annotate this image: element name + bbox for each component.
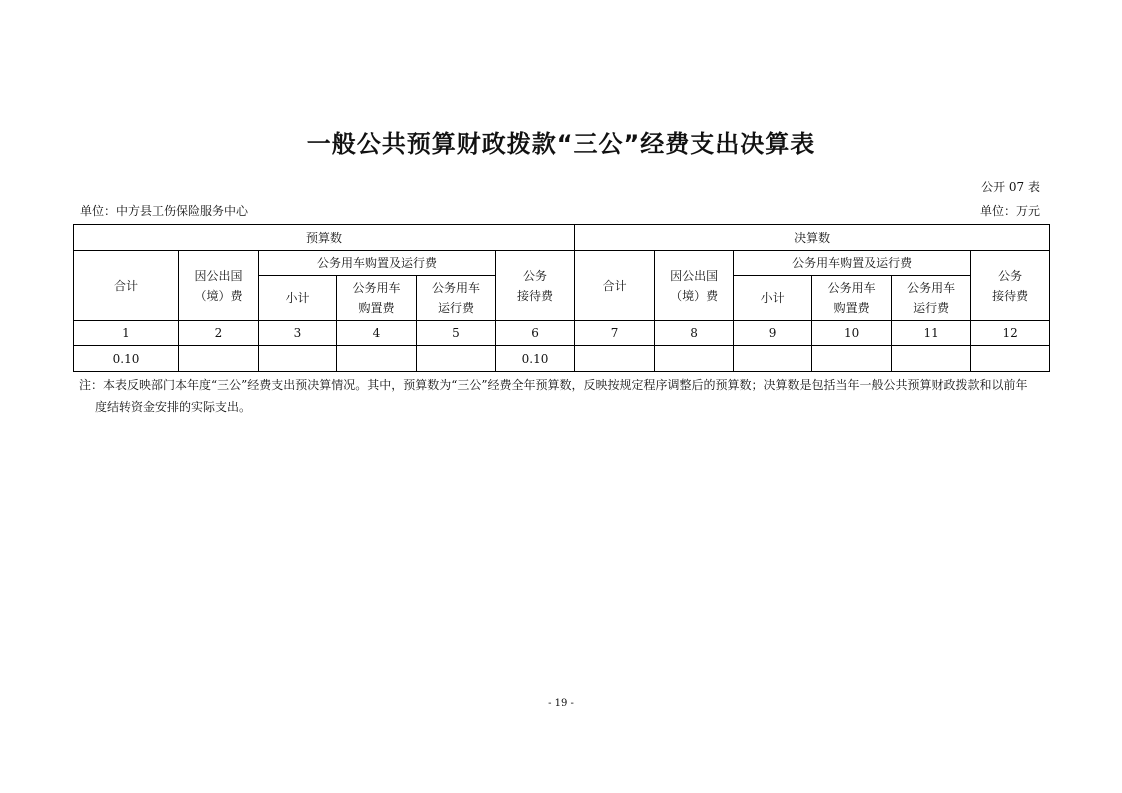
value-cell — [971, 346, 1050, 372]
index-cell: 4 — [337, 321, 417, 346]
header-abroad: 因公出国 （境）费 — [179, 251, 259, 321]
index-cell: 7 — [575, 321, 655, 346]
header-vehicle: 公务用车购置及运行费 — [259, 251, 496, 276]
index-cell: 10 — [812, 321, 892, 346]
value-cell — [812, 346, 892, 372]
value-cell — [734, 346, 812, 372]
table-note: 注：本表反映部门本年度“三公”经费支出预决算情况。其中，预算数为“三公”经费全年预算数，反映按规定程序调整后的预算数；决算数是包括当年一般公共预算财政拨款和以前年度结转资金安排的实际支出。 — [79, 378, 1028, 414]
value-cell — [259, 346, 337, 372]
value-cell: 0.10 — [74, 346, 179, 372]
header-abroad: 因公出国 （境）费 — [655, 251, 734, 321]
value-cell — [417, 346, 496, 372]
value-cell — [892, 346, 971, 372]
header-reception: 公务 接待费 — [496, 251, 575, 321]
index-cell: 9 — [734, 321, 812, 346]
expenditure-table — [73, 224, 1050, 372]
index-cell: 2 — [179, 321, 259, 346]
index-cell: 3 — [259, 321, 337, 346]
header-subtotal: 小计 — [259, 276, 337, 321]
value-cell: 0.10 — [496, 346, 575, 372]
index-cell: 12 — [971, 321, 1050, 346]
header-reception: 公务 接待费 — [971, 251, 1050, 321]
header-vehicle: 公务用车购置及运行费 — [734, 251, 971, 276]
header-subtotal: 小计 — [734, 276, 812, 321]
value-cell — [179, 346, 259, 372]
organization-unit: 单位：中方县工伤保险服务中心 — [80, 204, 249, 218]
header-vehicle-operation: 公务用车 运行费 — [892, 276, 971, 321]
index-cell: 1 — [74, 321, 179, 346]
group-header-budget: 预算数 — [74, 225, 575, 251]
table-row — [74, 346, 1050, 372]
form-number: 公开 07 表 — [981, 180, 1040, 194]
header-vehicle-operation: 公务用车 运行费 — [417, 276, 496, 321]
header-vehicle-purchase: 公务用车 购置费 — [812, 276, 892, 321]
index-cell: 5 — [417, 321, 496, 346]
index-cell: 11 — [892, 321, 971, 346]
group-header-final: 决算数 — [575, 225, 1050, 251]
currency-unit: 单位：万元 — [979, 204, 1040, 218]
value-cell — [337, 346, 417, 372]
table-header-row — [74, 251, 1050, 276]
header-total: 合计 — [575, 251, 655, 321]
index-cell: 8 — [655, 321, 734, 346]
value-cell — [655, 346, 734, 372]
header-total: 合计 — [74, 251, 179, 321]
table-index-row — [74, 321, 1050, 346]
table-group-header-row — [74, 225, 1050, 251]
page-number: - 19 - — [548, 698, 574, 709]
index-cell: 6 — [496, 321, 575, 346]
page-title: 一般公共预算财政拨款“三公”经费支出决算表 — [306, 130, 816, 158]
header-vehicle-purchase: 公务用车 购置费 — [337, 276, 417, 321]
value-cell — [575, 346, 655, 372]
